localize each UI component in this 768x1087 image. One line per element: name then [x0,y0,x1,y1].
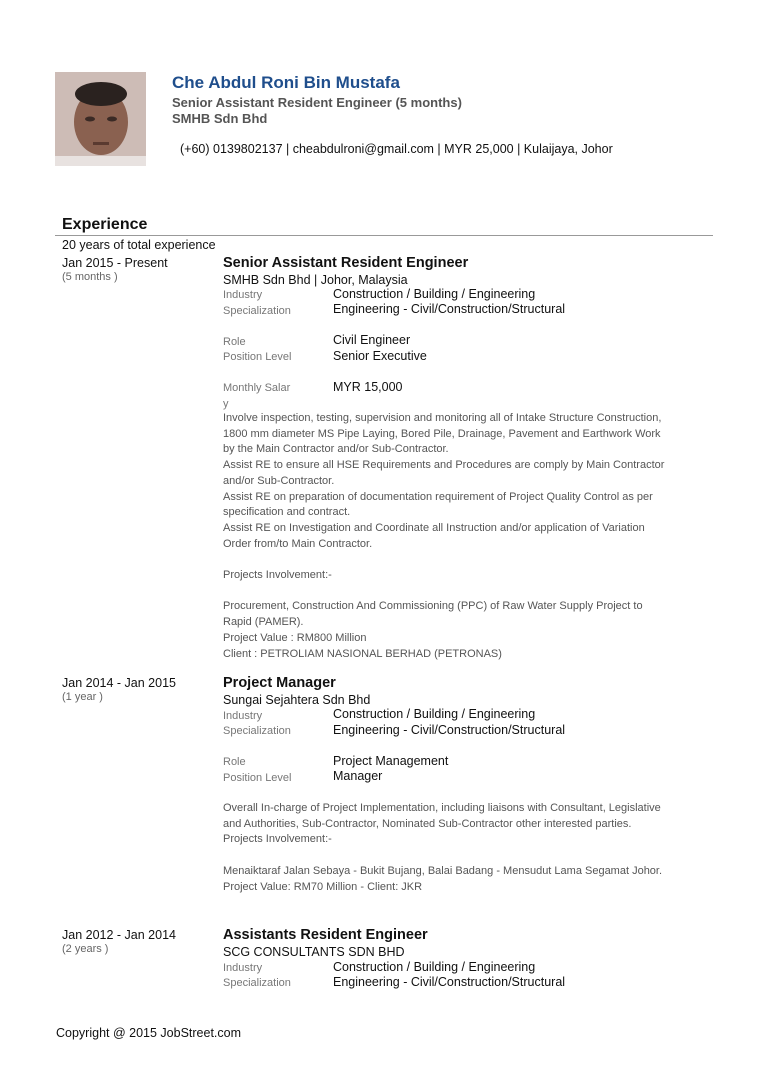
description-line: Projects Involvement:- [223,569,332,582]
description-line: Assist RE on preparation of documentation requirement of Project Quality Control as per [223,490,653,503]
description-line: specification and contract. [223,506,351,519]
description-line: Order from/to Main Contractor. [223,537,373,550]
monthly-salary-value: MYR 15,000 [333,380,403,394]
description-line [223,552,703,568]
industry-label: Industry [223,289,263,301]
industry-label: Industry [223,962,263,974]
total-experience: 20 years of total experience [62,238,216,252]
position-level-value: Senior Executive [333,349,427,363]
job-company: SCG CONSULTANTS SDN BHD [223,945,405,959]
description-line: Project Value: RM70 Million - Client: JKR [223,880,423,893]
role-label: Role [223,756,246,768]
role-value: Project Management [333,754,449,768]
description-line: 1800 mm diameter MS Pipe Laying, Bored Pile, Drainage, Pavement and Earthwork Work [223,427,661,440]
description-line: Menaiktaraf Jalan Sebaya - Bukit Bujang, Balai Badang - Mensudut Lama Segamat Johor. [223,864,663,877]
position-level-label: Position Level [223,772,292,784]
job-title: Senior Assistant Resident Engineer [223,255,469,271]
specialization-value: Engineering - Civil/Construction/Structural [333,975,566,989]
description-line: Project Value : RM800 Million [223,631,367,644]
monthly-salary-label: Monthly Salary [223,382,291,410]
section-title-experience: Experience [62,216,148,233]
job-duration: (1 year ) [62,691,103,703]
current-title: Senior Assistant Resident Engineer (5 months) [172,95,462,110]
industry-value: Construction / Building / Engineering [333,960,536,974]
description-line [223,584,703,600]
candidate-name: Che Abdul Roni Bin Mustafa [172,73,400,92]
description-line: by the Main Contractor and/or Sub-Contractor. [223,443,449,456]
industry-value: Construction / Building / Engineering [333,707,536,721]
specialization-label: Specialization [223,725,291,737]
copyright-footer: Copyright @ 2015 JobStreet.com [56,1026,242,1040]
description-line: Involve inspection, testing, supervision and monitoring all of Intake Structure Construction, [223,412,662,424]
job-dates: Jan 2015 - Present [62,256,168,270]
current-company: SMHB Sdn Bhd [172,111,268,126]
description-line: Procurement, Construction And Commissioning (PPC) of Raw Water Supply Project to [223,600,643,613]
profile-photo [55,72,146,166]
section-divider [55,235,713,236]
contact-info: (+60) 0139802137 | cheabdulroni@gmail.com | MYR 25,000 | Kulaijaya, Johor [180,142,613,156]
industry-value: Construction / Building / Engineering [333,287,536,301]
position-level-value: Manager [333,769,383,783]
specialization-label: Specialization [223,977,291,989]
description-line: Client : PETROLIAM NASIONAL BERHAD (PETRONAS) [223,647,502,660]
job-dates: Jan 2012 - Jan 2014 [62,928,176,942]
job-company: SMHB Sdn Bhd | Johor, Malaysia [223,273,408,287]
specialization-value: Engineering - Civil/Construction/Structural [333,302,566,316]
description-line: Overall In-charge of Project Implementation, including liaisons with Consultant, Legislative [223,802,661,814]
description-line: Assist RE on Investigation and Coordinate all Instruction and/or application of Variation [223,521,645,534]
job-dates: Jan 2014 - Jan 2015 [62,676,176,690]
specialization-label: Specialization [223,305,291,317]
description-line: Assist RE to ensure all HSE Requirements and Procedures are comply by Main Contractor [223,459,665,472]
position-level-label: Position Level [223,351,292,363]
job-title: Project Manager [223,675,336,691]
description-line: and/or Sub-Contractor. [223,474,335,487]
job-duration: (2 years ) [62,943,109,955]
role-label: Role [223,336,246,348]
description-line: Projects Involvement:- [223,833,332,846]
job-title: Assistants Resident Engineer [223,927,428,943]
job-company: Sungai Sejahtera Sdn Bhd [223,693,371,707]
job-description [223,411,703,662]
industry-label: Industry [223,710,263,722]
description-line: and Authorities, Sub-Contractor, Nominated Sub-Contractor other interested parties. [223,817,632,830]
description-line [223,848,703,864]
role-value: Civil Engineer [333,333,411,347]
specialization-value: Engineering - Civil/Construction/Structural [333,723,566,737]
job-duration: (5 months ) [62,271,118,283]
description-line: Rapid (PAMER). [223,616,304,629]
job-description [223,801,703,895]
